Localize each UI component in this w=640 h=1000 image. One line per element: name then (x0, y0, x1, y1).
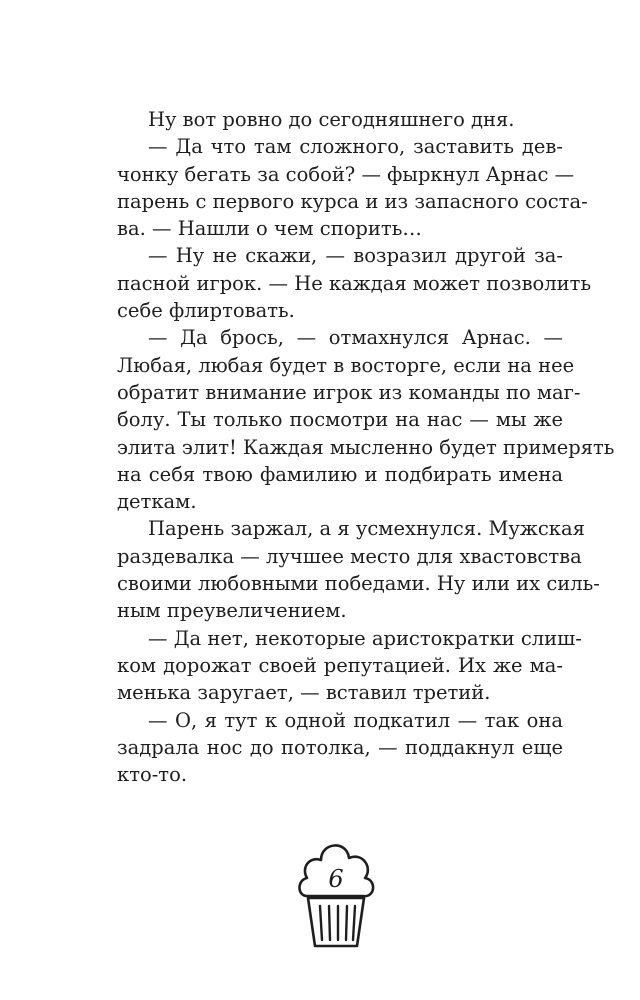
text-line: — Да брось, — отмахнулся Арнас. — (148, 326, 563, 350)
text-line: раздевалка — лучшее место для хвастовства (117, 544, 582, 568)
text-line: болу. Ты только посмотри на нас — мы же (117, 408, 563, 432)
text-line: Ну вот ровно до сегодняшнего дня. (148, 108, 515, 131)
text-line: элита элит! Каждая мысленно будет примерять (117, 435, 615, 459)
text-line: обратит внимание игрок из команды по маг- (117, 380, 581, 404)
body-text (117, 106, 615, 788)
text-line: на себя твою фамилию и подбирать имена (117, 462, 563, 486)
text-line: ным преувеличением. (117, 599, 347, 623)
text-line: — Ну не скажи, — возразил другой за- (148, 244, 563, 268)
text-line: чонку бегать за собой? — фыркнул Арнас — (117, 162, 575, 186)
text-line: — Да что там сложного, заставить дев- (148, 135, 563, 159)
text-line: деткам. (117, 490, 197, 514)
text-line: кто-то. (117, 763, 188, 787)
text-line: ва. — Нашли о чем спорить… (117, 217, 422, 241)
text-line: Любая, любая будет в восторге, если на нее (117, 353, 575, 377)
text-line: парень с первого курса и из запасного соста- (117, 189, 588, 213)
cupcake-icon (293, 828, 379, 958)
text-line: пасной игрок. — Не каждая может позволить (117, 271, 592, 295)
text-line: своими любовными победами. Ну или их силь- (117, 572, 600, 596)
text-line: себе флиртовать. (117, 299, 295, 323)
text-line: — О, я тут к одной подкатил — так она (148, 708, 563, 732)
text-line: менька заругает, — вставил третий. (117, 681, 491, 705)
page-number-ornament (293, 828, 379, 958)
text-line: задрала нос до потолка, — поддакнул еще (117, 735, 563, 759)
text-line: — Да нет, некоторые аристократки слиш- (148, 626, 582, 650)
text-line: Парень заржал, а я усмехнулся. Мужская (148, 517, 585, 541)
text-line: ком дорожат своей репутацией. Их же ма- (117, 653, 563, 677)
page-number: 6 (328, 865, 344, 893)
